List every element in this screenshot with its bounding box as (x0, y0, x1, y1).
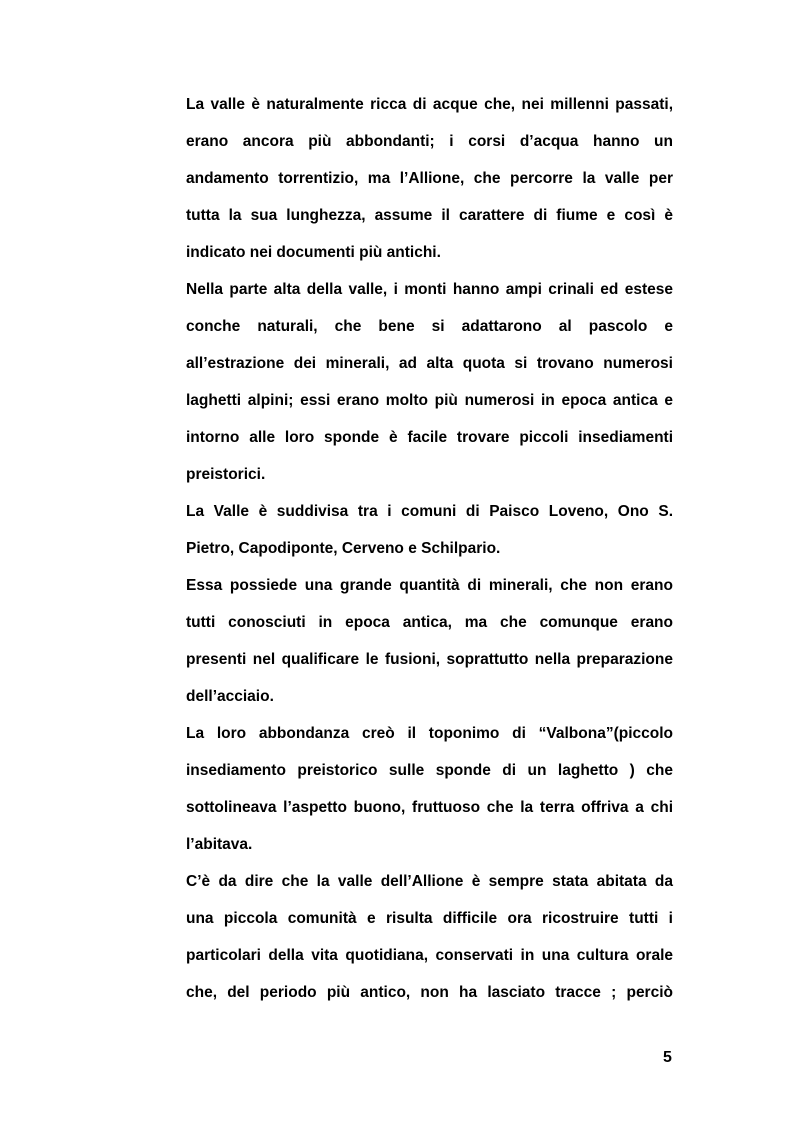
text-line: erano ancora più abbondanti; i corsi d’acqua hanno un (186, 133, 673, 150)
text-line: andamento torrentizio, ma l’Allione, che percorre la valle per (186, 170, 673, 187)
text-line: La loro abbondanza creò il toponimo di “Valbona”(piccolo (186, 725, 673, 742)
text-line: La valle è naturalmente ricca di acque che, nei millenni passati, (186, 96, 673, 113)
text-line: indicato nei documenti più antichi. (186, 244, 441, 261)
text-line: C’è da dire che la valle dell’Allione è sempre stata abitata da (186, 873, 673, 890)
text-line: Pietro, Capodiponte, Cerveno e Schilpario. (186, 540, 501, 557)
text-line: tutta la sua lunghezza, assume il carattere di fiume e così è (186, 207, 673, 224)
text-line: che, del periodo più antico, non ha lasciato tracce ; perciò (186, 984, 673, 1001)
text-line: una piccola comunità e risulta difficile ora ricostruire tutti i (186, 910, 673, 927)
text-line: preistorici. (186, 466, 266, 483)
text-line: intorno alle loro sponde è facile trovare piccoli insediamenti (186, 429, 673, 446)
text-line: laghetti alpini; essi erano molto più numerosi in epoca antica e (186, 392, 673, 409)
page-number: 5 (663, 1049, 672, 1066)
text-line: dell’acciaio. (186, 688, 274, 705)
text-line: all’estrazione dei minerali, ad alta quota si trovano numerosi (186, 355, 673, 372)
text-line: Nella parte alta della valle, i monti hanno ampi crinali ed estese (186, 281, 673, 298)
text-line: Essa possiede una grande quantità di minerali, che non erano (186, 577, 673, 594)
text-line: presenti nel qualificare le fusioni, soprattutto nella preparazione (186, 651, 673, 668)
text-line: conche naturali, che bene si adattarono al pascolo e (186, 318, 673, 335)
text-line: l’abitava. (186, 836, 253, 853)
document-body (186, 91, 673, 1016)
text-line: tutti conosciuti in epoca antica, ma che comunque erano (186, 614, 673, 631)
text-line: sottolineava l’aspetto buono, fruttuoso che la terra offriva a chi (186, 799, 673, 816)
text-line: insediamento preistorico sulle sponde di un laghetto ) che (186, 762, 673, 779)
text-line: particolari della vita quotidiana, conservati in una cultura orale (186, 947, 673, 964)
text-line: La Valle è suddivisa tra i comuni di Paisco Loveno, Ono S. (186, 503, 673, 520)
